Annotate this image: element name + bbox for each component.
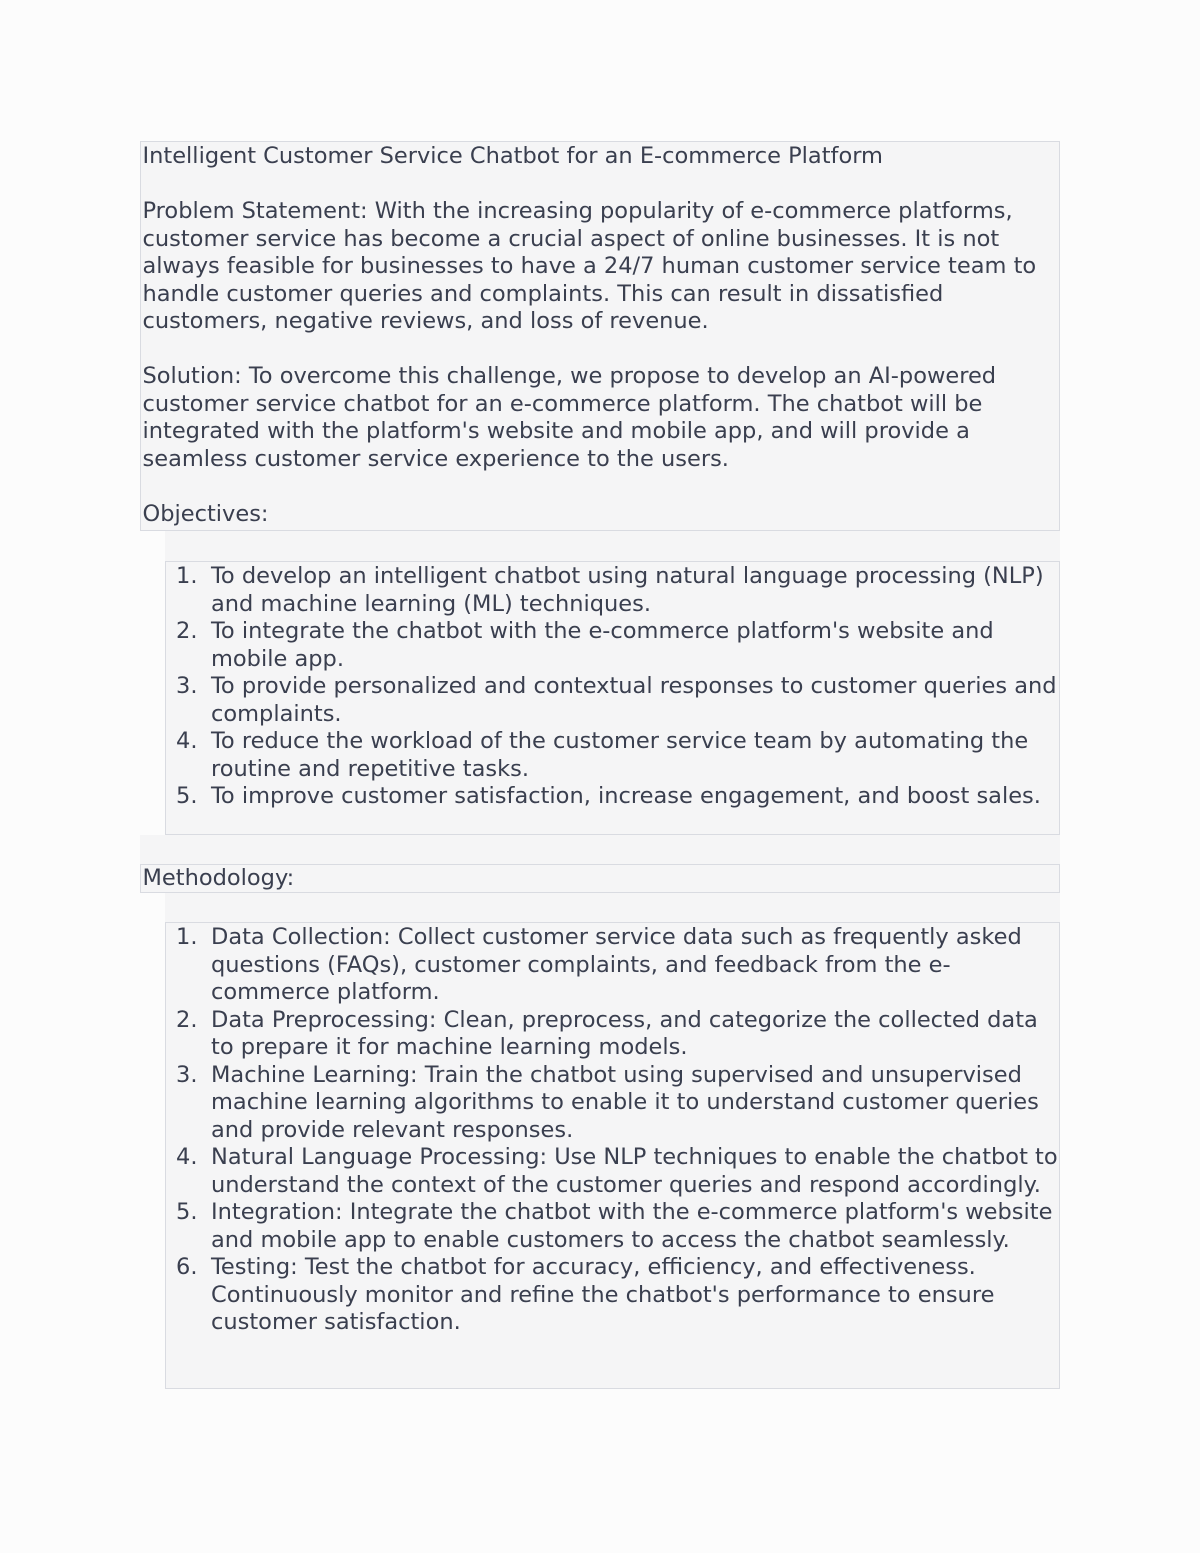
methodology-list (166, 924, 1059, 1337)
methodology-text: Integration: Integrate the chatbot with the e-commerce platform's website and mobile app to enable customers to access the chatbot seamlessly. (211, 1199, 1053, 1253)
methodology-number: 1. (176, 924, 198, 950)
objectives-list (166, 563, 1059, 811)
objective-text: To develop an intelligent chatbot using natural language processing (NLP) and machine learning (ML) techniques. (211, 563, 1044, 617)
methodology-item (166, 1062, 1059, 1145)
spacer-band (165, 893, 1060, 923)
methodology-number: 2. (176, 1006, 198, 1033)
methodology-text: Machine Learning: Train the chatbot using supervised and unsupervised machine learning algorithms to enable it to understand customer queries and provide relevant responses. (211, 1061, 1039, 1143)
objective-number: 3. (176, 673, 198, 699)
methodology-heading-block (140, 864, 1060, 893)
methodology-item (166, 1007, 1059, 1062)
methodology-heading: Methodology: (142, 865, 295, 891)
objective-item (166, 673, 1059, 728)
methodology-item (166, 924, 1059, 1007)
methodology-text: Natural Language Processing: Use NLP techniques to enable the chatbot to understand the context of the customer queries and respond accordingly. (211, 1144, 1058, 1198)
objectives-list-block (165, 561, 1060, 835)
objective-text: To improve customer satisfaction, increase engagement, and boost sales. (211, 783, 1041, 809)
methodology-text: Data Preprocessing: Clean, preprocess, and categorize the collected data to prepare it for machine learning models. (211, 1006, 1038, 1060)
objective-number: 1. (176, 563, 198, 589)
objective-number: 2. (176, 618, 198, 644)
solution-paragraph: Solution: To overcome this challenge, we propose to develop an AI-powered customer service chatbot for an e-commerce platform. The chatbot will be integrated with the platform's website and mobile app, and will provide a seamless customer service experience to the users. (142, 363, 1004, 472)
objective-text: To integrate the chatbot with the e-commerce platform's website and mobile app. (211, 618, 994, 672)
spacer-band (140, 835, 1060, 865)
problem-statement: Problem Statement: With the increasing popularity of e-commerce platforms, customer service has become a crucial aspect of online businesses. It is not always feasible for businesses to have a 24/7 human customer service team to handle customer queries and complaints. This can result in dissatisfied customers, negative reviews, and loss of revenue. (142, 198, 1044, 334)
methodology-item (166, 1199, 1059, 1254)
spacer-band (165, 531, 1060, 561)
objective-number: 5. (176, 783, 198, 809)
methodology-item (166, 1144, 1059, 1199)
methodology-number: 3. (176, 1061, 198, 1088)
methodology-text: Testing: Test the chatbot for accuracy, efficiency, and effectiveness. Continuously monitor and refine the chatbot's performance to ensure customer satisfaction. (211, 1254, 995, 1335)
objective-item (166, 728, 1059, 783)
objective-text: To provide personalized and contextual responses to customer queries and complaints. (211, 673, 1057, 727)
objectives-heading: Objectives: (142, 500, 269, 527)
intro-block (140, 141, 1060, 531)
methodology-number: 4. (176, 1144, 198, 1170)
methodology-item (166, 1254, 1059, 1337)
methodology-number: 5. (176, 1199, 198, 1225)
document-title: Intelligent Customer Service Chatbot for an E-commerce Platform (142, 143, 883, 169)
objective-number: 4. (176, 728, 198, 754)
methodology-number: 6. (176, 1254, 198, 1280)
objective-item (166, 563, 1059, 618)
methodology-list-block (165, 922, 1060, 1389)
methodology-text: Data Collection: Collect customer service data such as frequently asked questions (FAQs), customer complaints, and feedback from the e-commerce platform. (211, 924, 1022, 1005)
objective-item (166, 783, 1059, 811)
objective-text: To reduce the workload of the customer service team by automating the routine and repetitive tasks. (211, 728, 1029, 782)
objective-item (166, 618, 1059, 673)
